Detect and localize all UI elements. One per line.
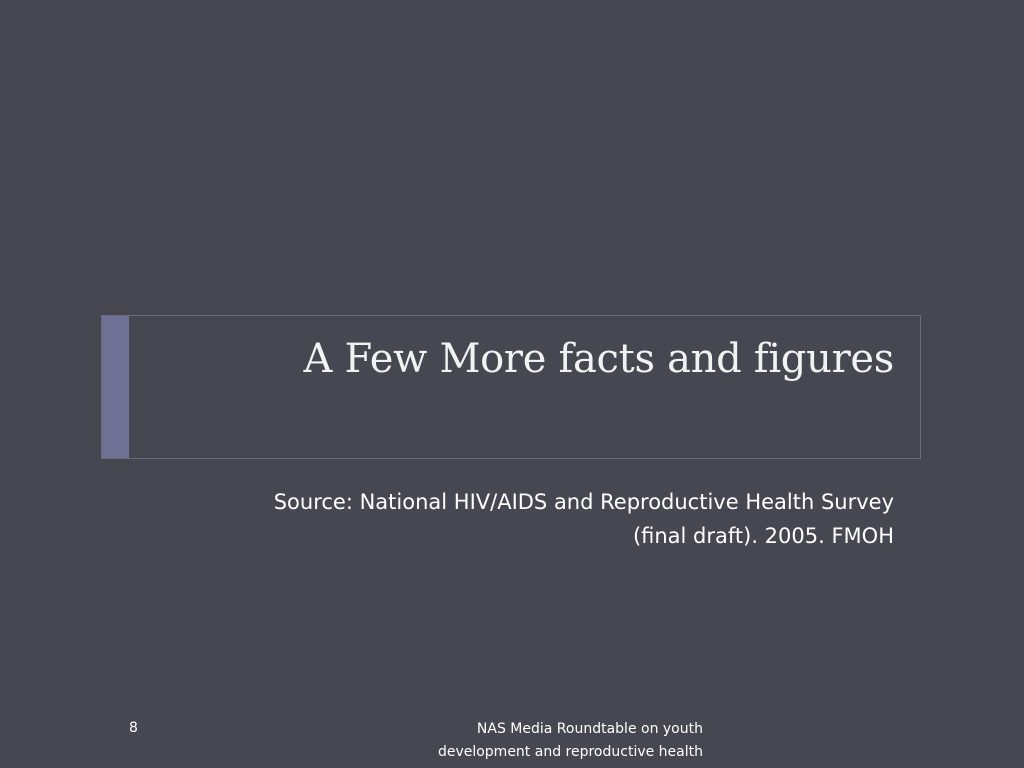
subtitle-line-2: (final draft). 2005. FMOH (632, 524, 894, 548)
title-accent-bar (102, 316, 129, 458)
slide-subtitle (174, 485, 894, 553)
subtitle-line-1: Source: National HIV/AIDS and Reproductive Health Survey (273, 490, 894, 514)
footer-line-2: development and reproductive health (437, 744, 703, 760)
footer-line-1: NAS Media Roundtable on youth (476, 721, 703, 737)
title-box (101, 315, 921, 459)
slide-footer (343, 718, 703, 764)
slide-title: A Few More facts and figures (303, 336, 894, 382)
slide-number: 8 (129, 720, 138, 736)
